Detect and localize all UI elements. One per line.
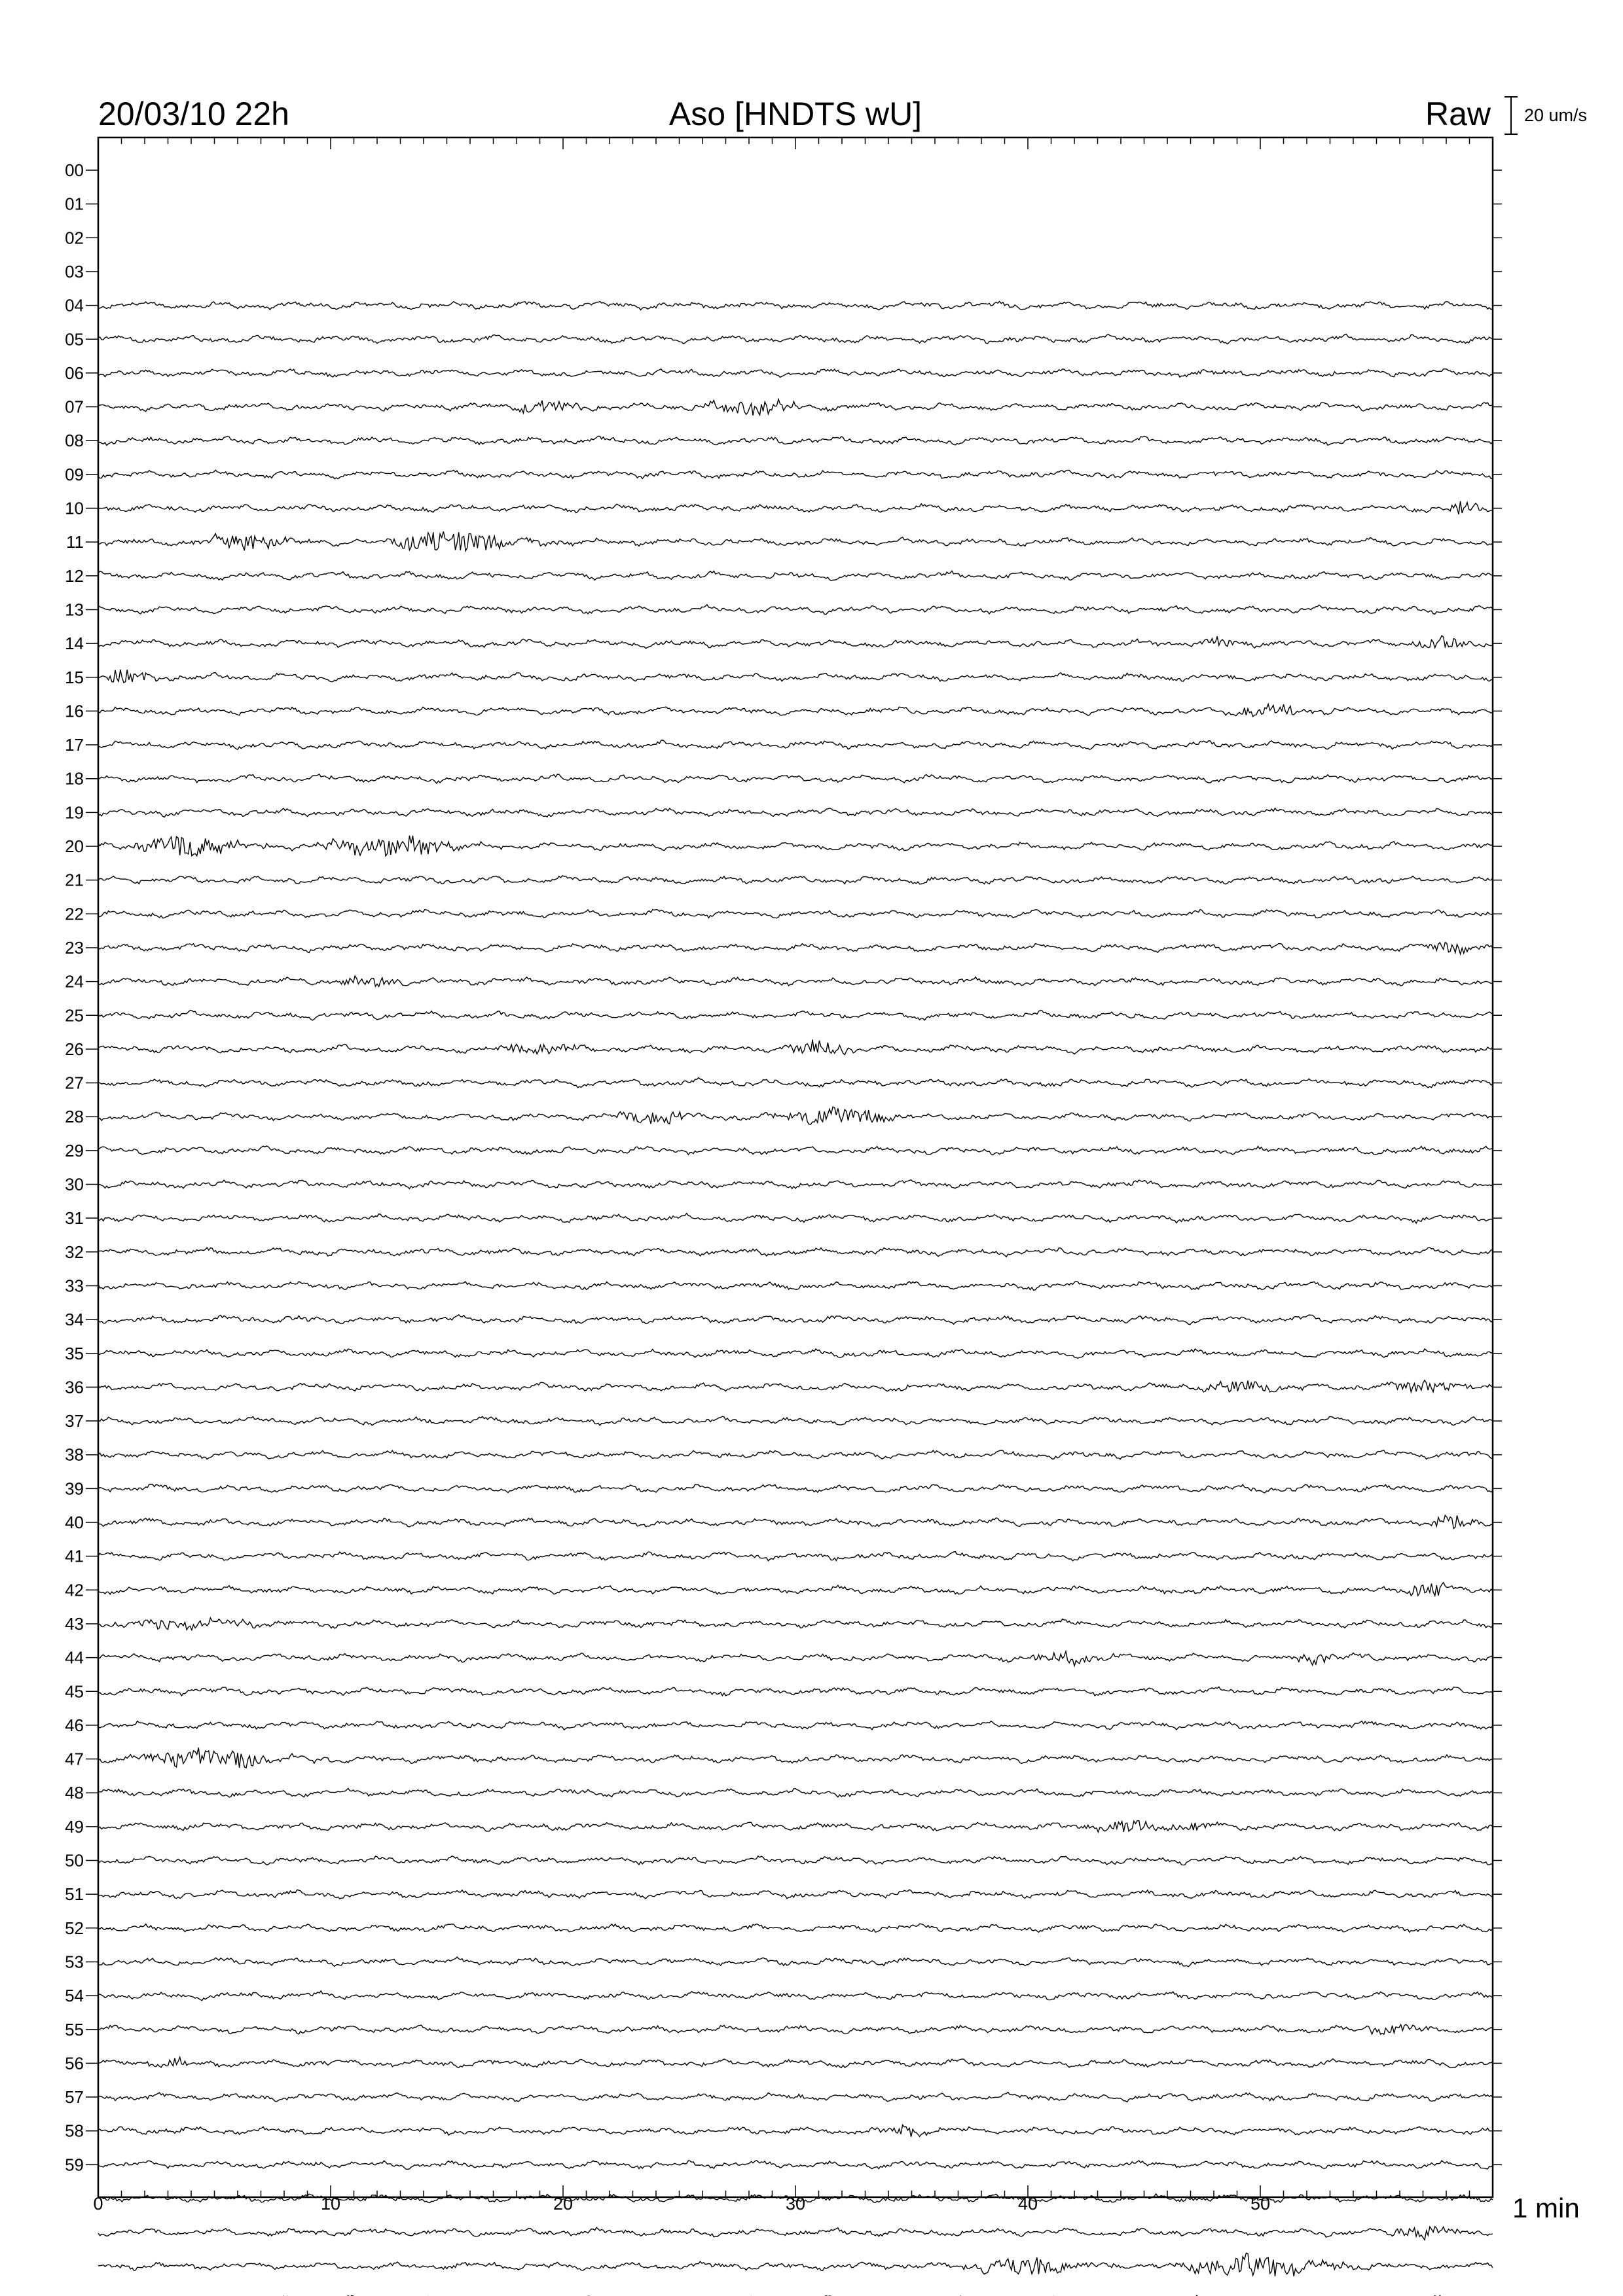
row-label: 11: [66, 532, 84, 552]
x-tick-label: 10: [320, 2194, 341, 2214]
row-label: 25: [65, 1005, 84, 1026]
row-label: 58: [65, 2121, 84, 2141]
row-label: 04: [65, 295, 84, 315]
chart-title: Aso [HNDTS wU]: [668, 96, 922, 132]
row-label: 53: [65, 1952, 84, 1972]
row-label: 06: [65, 363, 84, 383]
row-label: 23: [65, 937, 84, 958]
row-label: 08: [65, 431, 84, 451]
row-label: 59: [65, 2155, 84, 2175]
row-label: 26: [65, 1039, 84, 1059]
row-label: 19: [65, 802, 84, 823]
row-label: 44: [65, 1647, 84, 1668]
row-label: 52: [65, 1918, 84, 1938]
scale-label: 20 um/s: [1524, 105, 1588, 125]
row-label: 09: [65, 464, 84, 484]
header-datetime: 20/03/10 22h: [98, 96, 289, 132]
row-label: 13: [65, 600, 84, 620]
row-label: 36: [65, 1377, 84, 1397]
row-label: 21: [65, 870, 84, 890]
row-label: 10: [65, 498, 84, 518]
row-label: 50: [65, 1850, 84, 1871]
row-label: 38: [65, 1444, 84, 1465]
row-label: 20: [65, 836, 84, 856]
row-label: 29: [65, 1140, 84, 1160]
row-label: 55: [65, 2019, 84, 2039]
row-label: 45: [65, 1681, 84, 1702]
row-label: 37: [65, 1411, 84, 1431]
row-label: 56: [65, 2053, 84, 2073]
row-label: 33: [65, 1276, 84, 1296]
row-label: 00: [65, 160, 84, 180]
x-tick-label: 50: [1250, 2194, 1271, 2214]
row-label: 27: [65, 1073, 84, 1093]
row-label: 48: [65, 1783, 84, 1803]
row-label: 31: [65, 1208, 84, 1229]
x-tick-label: 0: [93, 2194, 103, 2214]
row-label: 57: [65, 2087, 84, 2108]
row-label: 39: [65, 1479, 84, 1499]
row-label: 07: [65, 397, 84, 417]
row-label: 18: [65, 768, 84, 789]
row-label: 35: [65, 1343, 84, 1363]
row-label: 43: [65, 1613, 84, 1634]
row-label: 42: [65, 1580, 84, 1600]
row-label: 46: [65, 1715, 84, 1735]
row-label: 47: [65, 1749, 84, 1769]
row-label: 40: [65, 1513, 84, 1532]
row-label: 49: [65, 1816, 84, 1837]
row-label: 24: [65, 971, 84, 992]
row-label: 28: [65, 1107, 84, 1127]
x-tick-label: 40: [1017, 2194, 1038, 2214]
row-label: 03: [65, 261, 84, 281]
row-label: 51: [65, 1884, 84, 1905]
row-label: 17: [65, 735, 84, 755]
x-tick-label: 20: [553, 2194, 574, 2214]
row-label: 12: [65, 565, 84, 586]
row-label: 30: [65, 1174, 84, 1194]
row-label: 22: [65, 904, 84, 924]
header-mode: Raw: [1425, 96, 1491, 132]
row-label: 05: [65, 329, 84, 350]
row-label: 32: [65, 1242, 84, 1262]
x-tick-label: 30: [785, 2194, 806, 2214]
row-label: 54: [65, 1986, 84, 2006]
row-label: 41: [65, 1546, 84, 1566]
row-label: 14: [65, 634, 84, 654]
row-label: 15: [65, 667, 84, 687]
duration-label: 1 min: [1512, 2193, 1580, 2223]
row-label: 34: [65, 1310, 84, 1330]
row-label: 02: [65, 228, 84, 248]
row-label: 01: [65, 194, 84, 214]
row-label: 16: [65, 701, 84, 721]
